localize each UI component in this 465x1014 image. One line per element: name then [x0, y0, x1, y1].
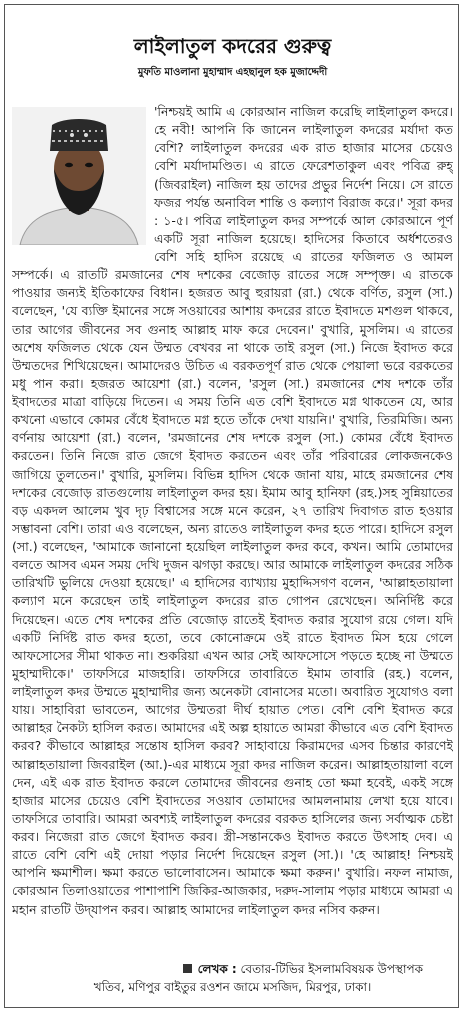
author-note-label: লেখক : [197, 962, 237, 976]
article-text: 'নিশ্চয়ই আমি এ কোরআন নাজিল করেছি লাইলাতুল কদরে। হে নবী! আপনি কি জানেন লাইলাতুল কদরের মর্যাদা কত বেশি? লাইলাতুল কদরের এক রাত হাজার মাসের চেয়েও বেশি মর্যাদামণ্ডিত। এ রাতে ফেরেশতাকুল এবং পবিত্র রুহ্‌ (জিবরাইল) নাজিল হয় তাদের প্রভুর নির্দেশ নিয়ে। সে রাতে ফজর পর্যন্ত অনাবিল শান্তি ও কল্যাণ বিরাজ করে।' সূরা কদর : ১-৫। পবিত্র লাইলাতুল কদর সম্পর্কে আল কোরআনে পূর্ণ একটি সূরা নাজিল হয়েছে। হাদিসের কিতাবে অর্ধশতেরও বেশি সহি হাদিস রয়েছে এ রাতের ফজিলত ও আমল সম্পর্কে। এ রাতটি রমজানের শেষ দশকের বেজোড় রাতের সঙ্গে সম্পৃক্ত। এ রাতকে পাওয়ার জন্যই ইতিকাফের বিধান। হজরত আবু হুরায়রা (রা.) থেকে বর্ণিত, রসুল (সা.) বলেছেন, 'যে ব্যক্তি ইমানের সঙ্গে সওয়াবের আশায় কদরের রাতে ইবাদতে মশগুল থাকবে, তার আগের জীবনের সব গুনাহ আল্লাহ মাফ করে দেবেন।' বুখারি, মুসলিম। এ রাতের অশেষ ফজিলত থেকে যেন উম্মত বেখবর না থাকে তাই রসুল (সা.) নিজে ইবাদত করে উম্মতদের শিখিয়েছেন। আমাদেরও উচিত এ বরকতপূর্ণ রাত থেকে পেয়ালা ভরে বরকতের মধু পান করা। হজরত আয়েশা (রা.) বলেন, 'রসুল (সা.) রমজানের শেষ দশকে তাঁর ইবাদতের মাত্রা বাড়িয়ে দিতেন। এ সময় তিনি এত বেশি ইবাদতে মগ্ন থাকতেন যে, আর কখনো এভাবে কোমর বেঁধে ইবাদতে মগ্ন হতে তাঁকে দেখা যায়নি।' বুখারি, তিরমিজি। অন্য বর্ণনায় আয়েশা (রা.) বলেন, 'রমজানের শেষ দশকে রসুল (সা.) কোমর বেঁধে ইবাদত করতেন। তিনি নিজে রাত জেগে ইবাদত করতেন এবং তাঁর পরিবারের লোকজনকেও জাগিয়ে তুলতেন।' বুখারি, মুসলিম। বিভিন্ন হাদিস থেকে জানা যায়, মাহে রমজানের শেষ দশকের বেজোড় রাতগুলোয় লাইলাতুল কদর হয়। ইমাম আবু হানিফা (রহ.)সহ সুন্নিয়াতের বড় একদল আলেম খুব দৃঢ় বিশ্বাসের সঙ্গে মনে করেন, ২৭ তারিখ দিবাগত রাত হওয়ার সম্ভাবনা বেশি। তারা এও বলেছেন, অন্য রাতেও লাইলাতুল কদর হতে পারে। হাদিসে রসুল (সা.) বলেছেন, 'আমাকে জানানো হয়েছিল লাইলাতুল কদর কবে, কখন। আমি তোমাদের বলতে আসব এমন সময় দেখি দুজন ঝগড়া করছে। আর আমাকে লাইলাতুল কদরের সঠিক তারিখটি ভুলিয়ে দেওয়া হয়েছে।' এ হাদিসের ব্যাখ্যায় মুহাদ্দিসগণ বলেন, 'আল্লাহতায়ালা কল্যাণ মনে করেছেন তাই লাইলাতুল কদরের রাত গোপন রেখেছেন। অনির্দিষ্ট করে দিয়েছেন। এতে শেষ দশকের প্রতি বেজোড় রাতেই ইবাদত করার সুযোগ রয়ে গেল। যদি একটি নির্দিষ্ট রাত কদর হতো, তবে কোনোক্রমে ওই রাতে ইবাদত মিস হয়ে গেলে আফসোসের সীমা থাকত না। শুকরিয়া এখন আর সেই আফসোসে পড়তে হচ্ছে না উম্মতে মুহাম্মাদীকে।' তাফসিরে মাজহারি। তাফসিরে তাবারিতে ইমাম তাবারি (রহ.) বলেন, লাইলাতুল কদর উম্মতে মুহাম্মাদীর জন্য অনেকটা বোনাসের মতো। অবারিত সুযোগও বলা যায়। সাহাবিরা ভাবতেন, আগের উম্মতরা দীর্ঘ হায়াত পেত। বেশি বেশি ইবাদত করে আল্লাহর নৈকট্য হাসিল করত। আমাদের এই অল্প হায়াতে আমরা কীভাবে এত বেশি ইবাদত করব? কীভাবে আল্লাহর সন্তোষ হাসিল করব? সাহাবায়ে কিরামদের এসব চিন্তার কারণেই আল্লাহতায়ালা জিবরাইল (আ.)-এর মাধ্যমে সূরা কদর নাজিল করেন। আল্লাহতায়ালা বলে দেন, এই এক রাত ইবাদত করলে তোমাদের জীবনের গুনাহ তো ক্ষমা হবেই, একই সঙ্গে হাজার মাসের চেয়েও বেশি ইবাদতের সওয়াব তোমাদের আমলনামায় লেখা হয়ে যাবে। তাফসিরে তাবারি। আমরা অবশ্যই লাইলাতুল কদরের বরকত হাসিলের জন্য সর্বাত্মক চেষ্টা করব। নিজেরা রাত জেগে ইবাদত করব। স্ত্রী-সন্তানকেও ইবাদত করতে উৎসাহ দেব। এ রাতে বেশি বেশি এই দোয়া পড়ার নির্দেশ দিয়েছেন রসুল (সা.)। 'হে আল্লাহ! নিশ্চয়ই আপনি ক্ষমাশীল। ক্ষমা করতে ভালোবাসেন। আমাকে ক্ষমা করুন।' বুখারি। নফল নামাজ, কোরআন তিলাওয়াতের পাশাপাশি জিকির-আজকার, দরুদ-সালাম পড়ার মাধ্যমে আমরা এ মহান রাতটি উদ্‌যাপন করব। আল্লাহ আমাদের লাইলাতুল কদর নসিব করুন। [12, 104, 453, 917]
square-bullet-icon [183, 964, 192, 973]
author-portrait-illustration [12, 107, 146, 245]
author-note-line-2: খতিব, মণিপুর বাইতুর রওশন জামে মসজিদ, মিরপুর, ঢাকা। [93, 980, 372, 994]
headline: লাইলাতুল কদরের গুরুত্ব [133, 34, 332, 59]
author-note-line-1 [12, 960, 453, 978]
author-photo [12, 107, 146, 245]
article-body [12, 103, 453, 941]
author-byline: মুফতি মাওলানা মুহাম্মাদ এহছানুল হক মুজাদ্দেদী [137, 67, 328, 78]
author-note-role: বেতার-টিভির ইসলামবিষয়ক উপস্থাপক [240, 962, 423, 976]
author-note [12, 960, 453, 996]
